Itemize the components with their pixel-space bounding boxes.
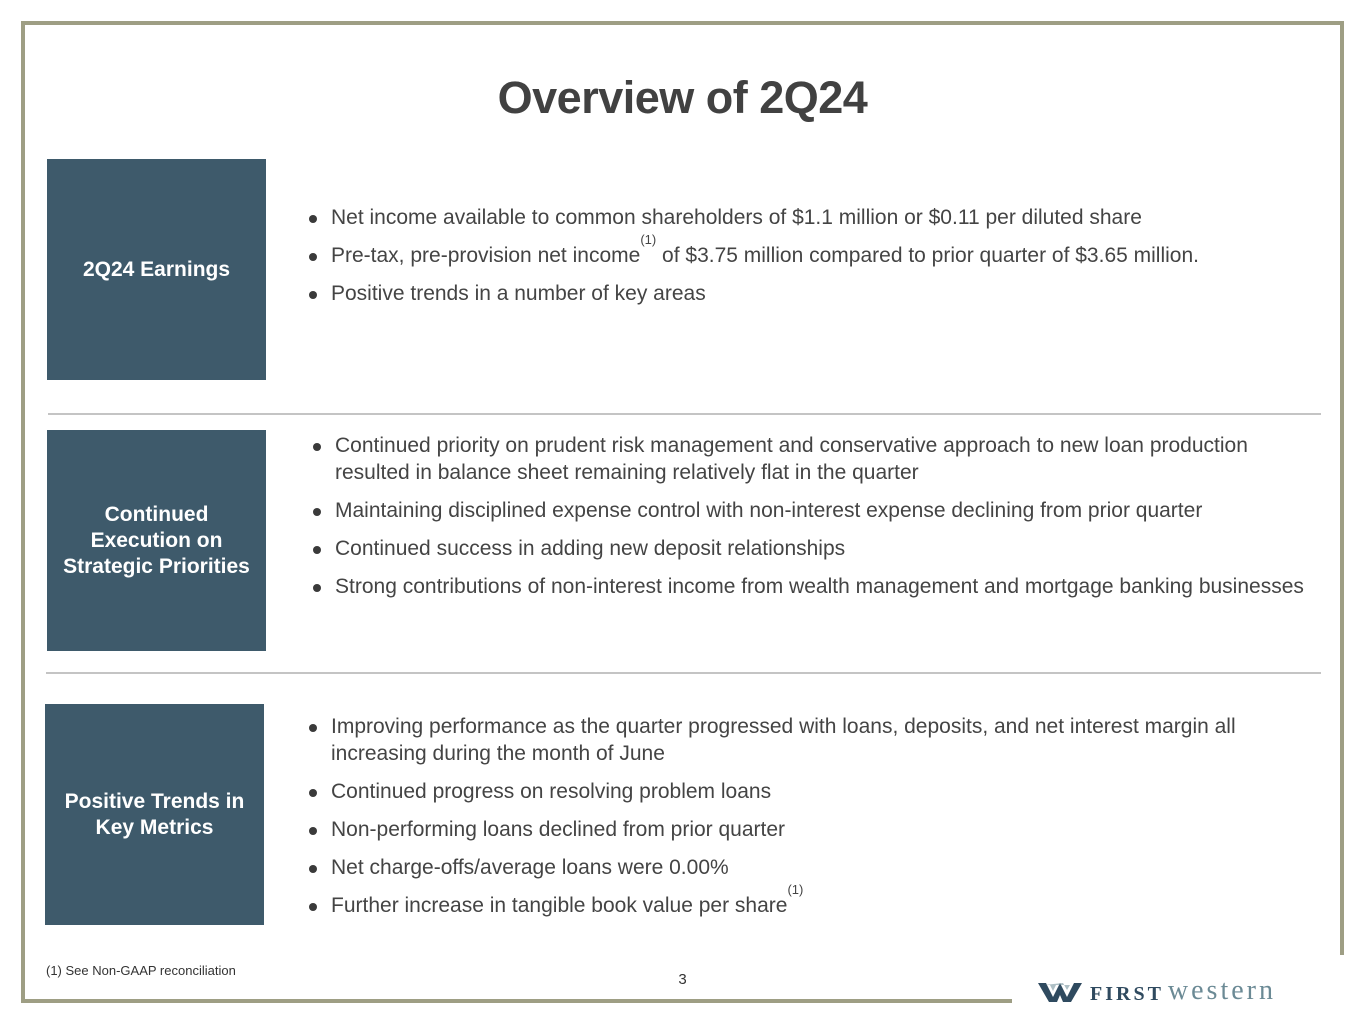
footnote-ref: (1) xyxy=(787,881,804,897)
logo-first-text: FIRST xyxy=(1090,982,1164,1005)
section-label-key-metrics: Positive Trends in Key Metrics xyxy=(45,704,264,925)
bullet-item: Positive trends in a number of key areas xyxy=(307,281,1307,308)
bullet-item: Continued progress on resolving problem loans xyxy=(307,779,1317,806)
section-label-earnings: 2Q24 Earnings xyxy=(47,159,266,380)
bullet-item: Non-performing loans declined from prior quarter xyxy=(307,817,1317,844)
bullet-item: Net income available to common shareholders of $1.1 million or $0.11 per diluted share xyxy=(307,205,1307,232)
page-title: Overview of 2Q24 xyxy=(497,72,868,123)
bullet-item: Continued success in adding new deposit relationships xyxy=(311,536,1311,563)
section-divider xyxy=(48,413,1321,415)
bullet-item: Continued priority on prudent risk management and conservative approach to new loan production resulted in balance sheet remaining relatively flat in the quarter xyxy=(311,433,1311,486)
bullet-item: Net charge-offs/average loans were 0.00% xyxy=(307,855,1317,882)
frame-top-border xyxy=(21,21,1344,25)
w-chevron-logo-icon xyxy=(1038,981,1082,1003)
footnote-ref: (1) xyxy=(640,232,657,247)
logo-western-text: western xyxy=(1167,975,1276,1006)
earnings-bullet-list xyxy=(307,205,1307,319)
frame-right-border xyxy=(1340,21,1344,955)
section-label-strategic-priorities: Continued Execution on Strategic Priorities xyxy=(47,430,266,651)
frame-bottom-border xyxy=(21,999,1012,1003)
section-divider xyxy=(46,672,1321,674)
bullet-item: Maintaining disciplined expense control with non-interest expense declining from prior quarter xyxy=(311,498,1311,525)
metrics-bullet-list xyxy=(307,714,1317,931)
bullet-item: Strong contributions of non-interest income from wealth management and mortgage banking businesses xyxy=(311,574,1311,601)
bullet-item: Improving performance as the quarter progressed with loans, deposits, and net interest margin all increasing during the month of June xyxy=(307,714,1317,767)
bullet-item: Further increase in tangible book value per share$^{(1)}$ xyxy=(307,893,1317,920)
footnote: (1) See Non-GAAP reconciliation xyxy=(46,963,236,978)
frame-left-border xyxy=(21,21,25,1003)
company-logo xyxy=(1038,976,1276,1008)
bullet-item: Pre-tax, pre-provision net income$^{(1)}$ of $3.75 million compared to prior quarter of $3.65 million. xyxy=(307,243,1307,270)
strategic-bullet-list xyxy=(311,433,1311,612)
page-number: 3 xyxy=(678,971,687,988)
